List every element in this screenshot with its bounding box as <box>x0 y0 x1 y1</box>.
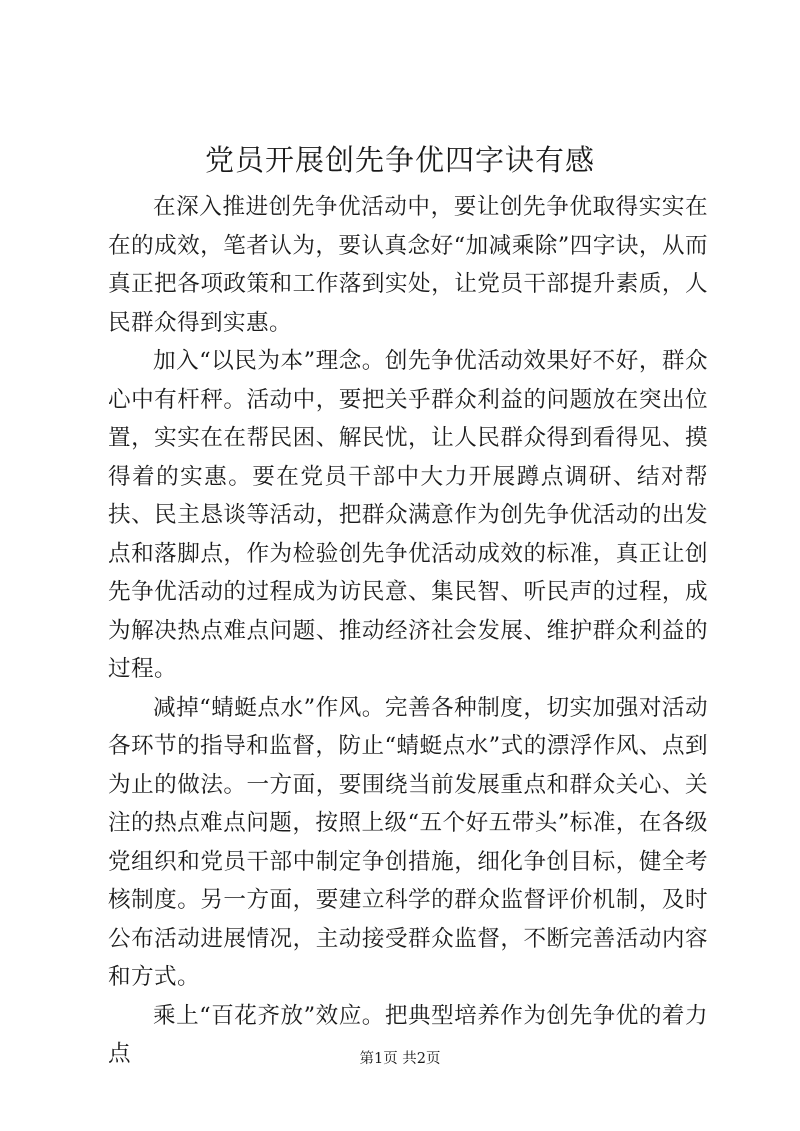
page-number-footer: 第1页 共2页 <box>359 1051 441 1067</box>
paragraph-multiply: 乘上“百花齐放”效应。把典型培养作为创先争优的着力点 <box>108 1002 708 1067</box>
paragraph-subtract: 减掉“蜻蜓点水”作风。完善各种制度，切实加强对活动各环节的指导和监督，防止“蜻蜓点水”式的漂浮作风、点到为止的做法。一方面，要围绕当前发展重点和群众关心、关注的热点难点问题，按照上级“五个好五带头”标准，在各级党组织和党员干部中制定争创措施，细化争创目标，健全考核制度。另一方面，要建立科学的群众监督评价机制，及时公布活动进展情况，主动接受群众监督，不断完善活动内容和方式。 <box>108 694 708 990</box>
paragraph-add: 加入“以民为本”理念。创先争优活动效果好不好，群众心中有杆秤。活动中，要把关乎群众利益的问题放在突出位置，实实在在帮民困、解民忧，让人民群众得到看得见、摸得着的实惠。要在党员干部中大力开展蹲点调研、结对帮扶、民主恳谈等活动，把群众满意作为创先争优活动的出发点和落脚点，作为检验创先争优活动成效的标准，真正让创先争优活动的过程成为访民意、集民智、听民声的过程，成为解决热点难点问题、推动经济社会发展、维护群众利益的过程。 <box>108 348 708 682</box>
document-title: 党员开展创先争优四字诀有感 <box>204 143 595 177</box>
paragraph-intro: 在深入推进创先争优活动中，要让创先争优取得实实在在的成效，笔者认为，要认真念好“加减乘除”四字诀，从而真正把各项政策和工作落到实处，让党员干部提升素质，人民群众得到实惠。 <box>108 194 708 336</box>
document-body <box>108 188 708 1074</box>
